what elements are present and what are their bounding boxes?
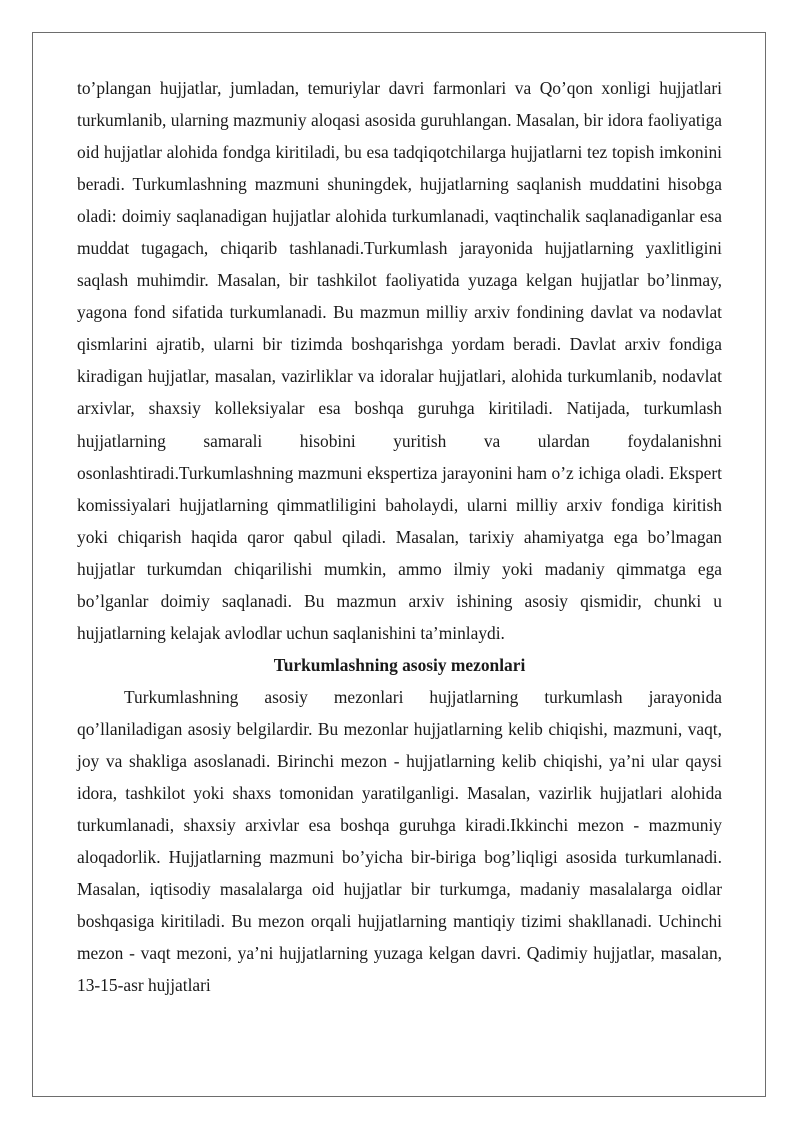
document-body <box>77 72 722 1001</box>
body-paragraph: to’plangan hujjatlar, jumladan, temuriylar davri farmonlari va Qo’qon xonligi hujjatlari turkumlanib, ularning mazmuniy aloqasi asosida guruhlangan. Masalan, bir idora faoliyatiga oid hujjatlar alohida fondga kiritiladi, bu esa tadqiqotchilarga hujjatlarni tez topish imkonini beradi. Turkumlashning mazmuni shuningdek, hujjatlarning saqlanish muddatini hisobga oladi: doimiy saqlanadigan hujjatlar alohida turkumlanadi, vaqtinchalik saqlanadiganlar esa muddat tugagach, chiqarib tashlanadi.Turkumlash jarayonida hujjatlarning yaxlitligini saqlash muhimdir. Masalan, bir tashkilot faoliyatida yuzaga kelgan hujjatlar bo’linmay, yagona fond sifatida turkumlanadi. Bu mazmun milliy arxiv fondining davlat va nodavlat qismlarini ajratib, ularni bir tizimda boshqarishga yordam beradi. Davlat arxiv fondiga kiradigan hujjatlar, masalan, vazirliklar va idoralar hujjatlari, alohida turkumlanib, nodavlat arxivlar, shaxsiy kolleksiyalar esa boshqa guruhga kiritiladi. Natijada, turkumlash hujjatlarning samarali hisobini yuritish va ulardan foydalanishni osonlashtiradi.Turkumlashning mazmuni ekspertiza jarayonini ham o’z ichiga oladi. Ekspert komissiyalari hujjatlarning qimmatliligini baholaydi, ularni milliy arxiv fondiga kiritish yoki chiqarish haqida qaror qabul qiladi. Masalan, tarixiy ahamiyatga ega bo’lmagan hujjatlar turkumdan chiqarilishi mumkin, ammo ilmiy yoki madaniy qimmatga ega bo’lganlar doimiy saqlanadi. Bu mazmun arxiv ishining asosiy qismidir, chunki u hujjatlarning kelajak avlodlar uchun saqlanishini ta’minlaydi. <box>77 78 722 643</box>
body-paragraph: Turkumlashning asosiy mezonlari hujjatlarning turkumlash jarayonida qo’llaniladigan asosiy belgilardir. Bu mezonlar hujjatlarning kelib chiqishi, mazmuni, vaqt, joy va shakliga asoslanadi. Birinchi mezon - hujjatlarning kelib chiqishi, ya’ni ular qaysi idora, tashkilot yoki shaxs tomonidan yaratilganligi. Masalan, vazirlik hujjatlari alohida turkumlanadi, shaxsiy arxivlar esa boshqa guruhga kiradi.Ikkinchi mezon - mazmuniy aloqadorlik. Hujjatlarning mazmuni bo’yicha bir-biriga bog’liqligi asosida turkumlanadi. Masalan, iqtisodiy masalalarga oid hujjatlar bir turkumga, madaniy masalalarga oidlar boshqasiga kiritiladi. Bu mezon orqali hujjatlarning mantiqiy tizimi shakllanadi. Uchinchi mezon - vaqt mezoni, ya’ni hujjatlarning yuzaga kelgan davri. Qadimiy hujjatlar, masalan, 13-15-asr hujjatlari <box>77 686 722 996</box>
section-heading: Turkumlashning asosiy mezonlari <box>273 654 526 675</box>
